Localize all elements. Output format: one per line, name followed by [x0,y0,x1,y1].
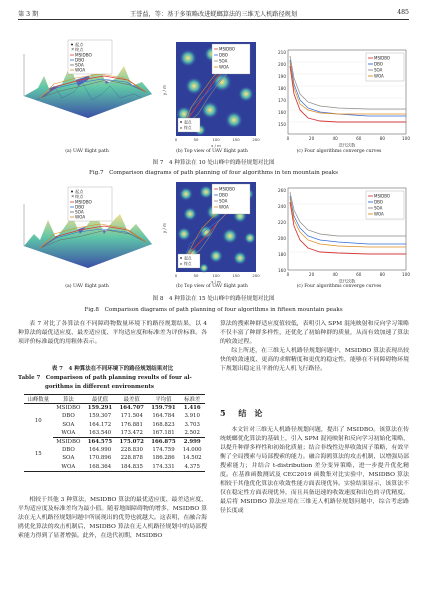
fig7b-xlabel: x / m [211,143,221,148]
fig7b-legend-msidbo: MSIDBO [219,46,236,52]
table7-title-en-line1: Table 7 Comparison of path planning results of four al- [18,375,192,381]
fig8a-legend-soa: SOA [75,209,84,215]
fig8a-legend-start: 起点 [75,189,84,194]
fig8-top-view-plot [160,180,260,284]
table-cell: 170.896 [88,455,112,462]
fig8-3d-path-plot [18,184,156,284]
table-cell: WOA [53,429,85,438]
running-title: 王誉益，等：基于多策略改进蜣螂算法的三维无人机路径规划 [129,11,298,18]
table7 [24,394,205,472]
fig7c-legend-woa: WOA [374,73,384,79]
fig8b-legend-dbo: DBO [219,192,228,198]
table-cell: MSIDBO [56,439,81,446]
fig7c-ytick-2: 190 [278,74,286,79]
fig8c-legend-msidbo: MSIDBO [374,193,391,199]
section-number: 5 [220,408,226,418]
table-cell: WOA [53,463,85,472]
table-cell: 14.502 [182,455,202,462]
fig8-subcaption-a: (a) UAV flight path [65,284,109,289]
table-cell: 175.072 [119,439,144,446]
fig7c-xtick-5: 100 [402,136,410,141]
fig7c-ytick-1: 200 [278,62,286,67]
fig7b-legend-soa: SOA [219,58,228,64]
fig8c-ytick-3: 200 [278,236,286,241]
fig7-caption-cn: 图 7 4 种算法在 10 处山峰中的路径规划对比图 [152,160,275,166]
fig8c-xtick-2: 40 [332,272,338,277]
fig8c-xtick-3: 60 [356,272,362,277]
fig7-subcaption-c: (c) Four algorithms converge curves [296,149,382,154]
table-cell: 4.375 [179,463,205,472]
table-cell: 3.703 [184,421,200,428]
right-para-2: 综上所述，在三维无人机路径规划问题中，MSIDBO 算法表现出较快的收敛速度、更高的求解精度和更优的稳定性，能够在不同障碍物环境下规划出稳定且平滑的无人机飞行路径。 [220,348,409,373]
fig8b-xtick-3: 150 [232,273,240,278]
fig8b-legend-woa: WOA [219,204,229,210]
table-cell: SOA [62,455,75,462]
table7-peaks-15: 15 [24,437,53,471]
fig7b-xtick-1: 50 [193,137,199,142]
fig8c-ytick-0: 260 [278,188,286,193]
table-cell: 176.881 [120,421,143,428]
fig8-subcaption-c: (c) Four algorithms converge curves [296,284,382,289]
fig8b-xlabel: x / m [211,279,221,284]
table7-peaks-10: 10 [34,417,42,424]
table-cell: 228.830 [120,447,143,454]
fig7b-xtick-0: 0 [174,137,178,142]
fig7c-ytick-4: 170 [278,98,286,103]
fig8b-legend-soa: SOA [219,198,228,204]
right-column-conclusion [220,426,409,516]
fig8c-legend-dbo: DBO [374,199,383,205]
fig8b-xtick-0: 0 [174,273,178,278]
fig8c-ytick-5: 160 [278,268,286,273]
left-column-para-2 [18,496,207,541]
fig8a-legend-dbo: DBO [75,204,85,210]
right-para-3: 本文针对三维无人机路径规划问题，提出了 MSIDBO。该算法在传统蜣螂优化算法的基础上，引入 SPM 混沌映射和反向学习初始化策略，以提升种群多样性和初始化质量；结合非线性边界收敛因子策略，有效平衡了全局搜索与局部搜索的能力。融合海鸥算法的攻击机制，以增强局部搜索能力；并结合 t-distribution 差分变异策略，进一步提升优化精度。在基准函数测试及 CEC2019 函数集对比实验中，MSIDBO 算法相较于其他优化算法在收敛性能方面表现优异。实验结果显示，该算法不仅在稳定性方面表现优异，而且具备迅速的收敛速度和出色的寻优精度。最后将 MSIDBO 算法应用在三维无人机路径规划问题中，综合考虑路径长度或 [220,427,409,515]
fig8c-xtick-5: 100 [402,272,410,277]
table-row [24,404,205,413]
fig8c-xtick-1: 20 [308,272,315,277]
table-cell: 3.910 [184,413,200,420]
fig8c-legend-woa: WOA [374,211,384,217]
svg-text:×: × [71,46,75,52]
table-cell: 174.331 [148,463,180,472]
fig7b-legend-dbo: DBO [219,52,228,58]
svg-text:×: × [179,125,183,130]
fig7c-ytick-0: 210 [278,50,286,55]
table-cell: 163.540 [84,429,116,438]
fig7b-legend-end: 终点 [184,125,192,130]
fig7c-xtick-2: 40 [332,136,338,141]
fig8a-legend-woa: WOA [75,214,86,220]
left-column-para-1 [18,320,207,347]
fig7c-legend-msidbo: MSIDBO [374,55,391,61]
left-para-1: 表 7 对比了各算法在不同障碍物数量环境下的路径规划结果，以 4 种算法的最优适应度、最差适应度、平均适应度和标准差为评价标准。各项评价标准最优的用粗体表示。 [18,321,207,346]
table-cell: 2.502 [179,429,205,438]
fig7a-legend-end: 终点 [75,47,84,52]
table-row [24,437,205,446]
table7-col-mean: 平均值 [148,395,180,404]
table-cell: 173.472 [116,429,148,438]
fig7-convergence-plot [268,48,410,148]
fig8b-legend-end: 终点 [184,261,192,266]
table-cell: 164.990 [88,447,112,454]
table-cell: 168.823 [152,421,175,428]
table7-col-peaks: 山峰数量 [24,395,53,404]
fig7b-legend-start: 起点 [184,119,192,125]
svg-text:×: × [179,261,183,266]
fig7-3d-path-plot [18,36,156,136]
fig8-caption-cn: 图 8 4 种算法在 15 处山峰中的路径规划对比图 [152,296,275,302]
table7-col-best: 最优值 [84,395,116,404]
table-cell: 174.759 [152,447,175,454]
fig8c-ytick-1: 240 [278,204,286,209]
table7-header-row [24,395,205,404]
table-cell: 2.999 [183,439,201,446]
fig8a-legend-end: 终点 [75,194,84,199]
fig7b-xtick-4: 200 [252,137,260,142]
section-5-heading [220,408,262,419]
table7-col-worst: 最差值 [116,395,148,404]
table-cell: 171.504 [120,413,143,420]
fig7b-legend-woa: WOA [219,64,229,70]
table-cell: 184.835 [116,463,148,472]
table-cell: 164.707 [119,405,144,412]
fig7a-legend-start: 起点 [75,42,84,47]
table-cell: 164.575 [87,439,113,446]
table-cell: DBO [61,413,75,420]
fig8b-ylabel: y / m [162,222,167,234]
fig8c-xlabel: 迭代次数 [338,278,356,284]
left-para-2: 相较于其他 3 种算法，MSIDBO 算法的最优适应度、最差适应度、平均适应度及标准差均为最小值。随着地图障碍物的增多，MSIDBO 算法在无人机路径规划问题中所展现出的优势也就越大。这表明，在融合海鸥优化算法的攻击机制后，MSIDBO 算法在无人机路径规划中的局部搜索能力得到了显著增强。此外，在迭代初期，MSIDBO [18,497,207,540]
table-cell: SOA [62,421,75,428]
fig7a-legend-soa: SOA [75,62,84,68]
fig8c-ytick-2: 220 [278,220,286,225]
table7-title-en [18,374,207,392]
header-rule [18,19,409,20]
table7-title-en-line2: gorithms in different environments [45,384,154,390]
fig8c-xtick-4: 80 [379,272,386,277]
table-cell: 1.416 [183,405,201,412]
fig8c-legend-soa: SOA [374,205,383,211]
fig7-caption-en: Fig.7 Comparison diagrams of path planning of four algorithms in ten mountain peaks [88,170,339,176]
table-cell: 167.181 [148,429,180,438]
fig7c-xtick-1: 20 [308,136,315,141]
table-cell: 159.307 [88,413,112,420]
fig7a-legend-msidbo: MSIDBO [75,52,92,58]
svg-text:×: × [71,193,75,199]
fig8-convergence-plot [268,186,410,284]
table-cell: 159.791 [151,405,176,412]
fig7a-legend-dbo: DBO [75,57,85,63]
table-cell: 166.875 [151,439,176,446]
table-cell: 168.364 [84,463,116,472]
fig7-subcaption-b: (b) Top view of UAV flight path [176,149,248,154]
fig7c-ytick-5: 160 [278,110,286,115]
fig8b-legend-msidbo: MSIDBO [219,186,236,192]
table7-col-std: 标准差 [179,395,205,404]
fig7b-ylabel: y / m [162,84,167,96]
fig7c-legend-soa: SOA [374,67,383,73]
fig8-caption-en: Fig.8 Comparison diagrams of path planning of four algorithms in fifteen mountain peaks [84,307,343,313]
fig7c-xtick-3: 60 [356,136,362,141]
table-cell: MSIDBO [56,405,81,412]
fig8b-xtick-4: 200 [252,273,260,278]
fig7c-ytick-3: 180 [278,86,286,91]
table-cell: 186.286 [152,455,175,462]
fig7b-xtick-3: 150 [232,137,240,142]
fig8b-legend-start: 起点 [184,255,192,261]
section-title: 结 论 [238,408,263,418]
right-para-1: 算法的搜索种群适应度值较低，表明引入 SPM 混沌映射和反向学习策略不仅丰富了种群多样性，还优化了初始种群的质量，从而有效加速了算法的收敛过程。 [220,321,409,346]
fig7c-xlabel: 迭代次数 [338,142,356,148]
fig8b-xtick-1: 50 [193,273,199,278]
fig7a-legend-woa: WOA [75,67,86,73]
fig7c-legend-dbo: DBO [374,61,383,67]
right-column [220,320,409,374]
fig8c-xtick-0: 0 [286,272,290,277]
table-cell: 159.291 [87,405,113,412]
fig8c-ytick-4: 180 [278,252,286,257]
fig7c-ytick-6: 150 [278,122,286,127]
fig7c-xtick-4: 80 [379,136,386,141]
table-cell: 164.784 [152,413,175,420]
fig8b-xtick-2: 100 [212,273,220,278]
fig7-subcaption-a: (a) UAV flight path [65,149,109,154]
table-cell: DBO [61,447,75,454]
page-number: 485 [397,9,409,16]
table-cell: 164.172 [88,421,112,428]
fig7b-xtick-2: 100 [212,137,220,142]
table-cell: 14.000 [182,447,202,454]
fig7c-xtick-0: 0 [286,136,290,141]
fig8-subcaption-b: (b) Top view of UAV flight path [176,284,248,289]
table-cell: 228.878 [120,455,143,462]
journal-issue: 第 3 期 [18,11,39,18]
table7-col-algorithm: 算法 [53,395,85,404]
fig8a-legend-msidbo: MSIDBO [75,199,92,205]
fig7-top-view-plot [160,38,260,148]
table7-title-cn: 表 7 4 种算法在不同环境下的路径规划结果对比 [51,366,174,372]
